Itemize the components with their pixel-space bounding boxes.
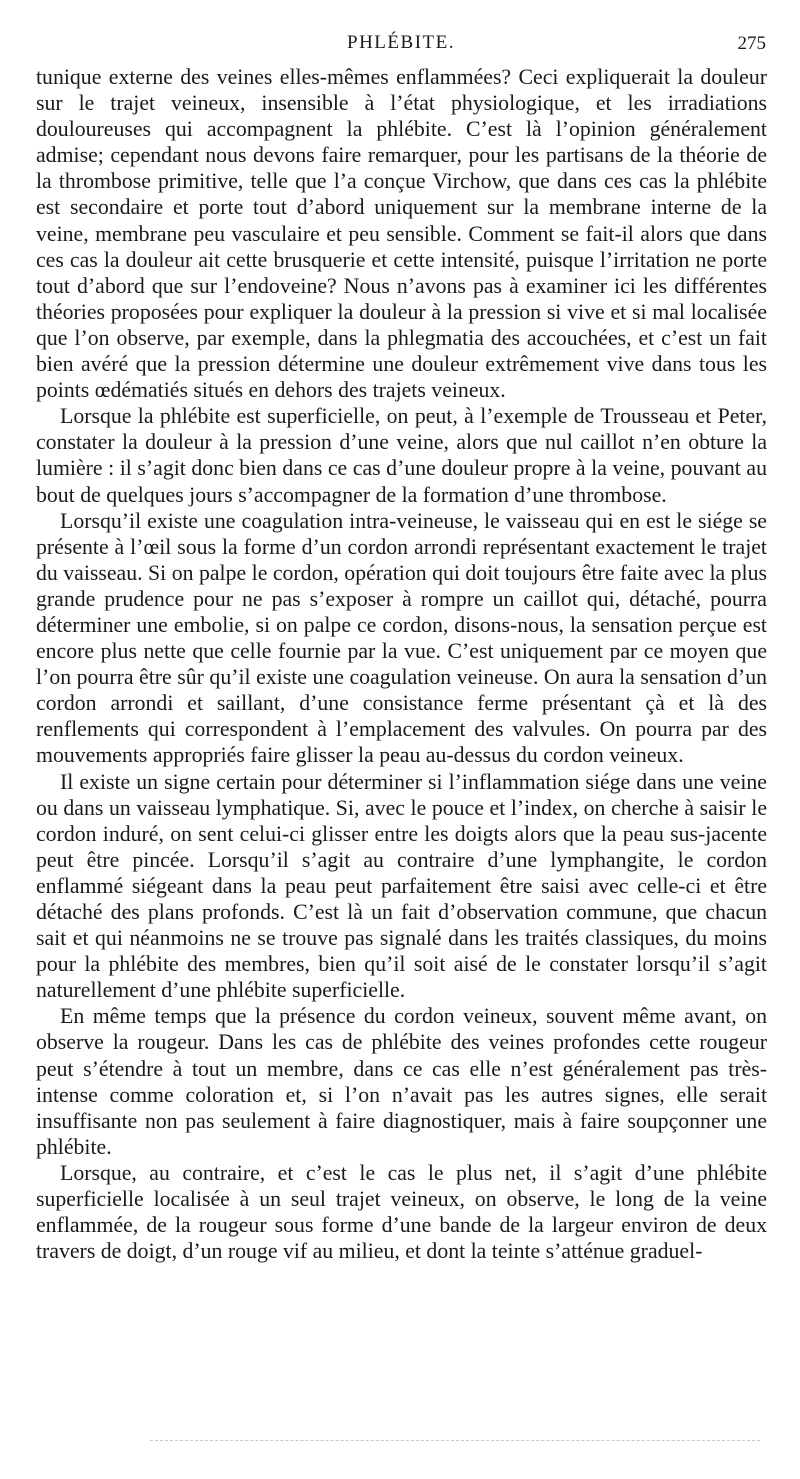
paragraph: En même temps que la présence du cordon veineux, souvent même avant, on observe la rougeur. Dans les cas de phlébite des veines profondes cette rougeur peut s’étendre à tout un membre, dans ce cas elle n’est généralement pas très-intense comme coloration et, si l’on n’avait pas les autres signes, elle serait insuffisante non pas seulement à faire diagnostiquer, mais à faire soupçonner une phlébite. (36, 1004, 767, 1159)
body-text (36, 64, 767, 1264)
paragraph: Lorsqu’il existe une coagulation intra-veineuse, le vaisseau qui en est le siége se présente à l’œil sous la forme d’un cordon arrondi représentant exactement le trajet du vaisseau. Si on palpe le cordon, opération qui doit toujours être faite avec la plus grande prudence pour ne pas s’exposer à rompre un caillot qui, détaché, pourra déterminer une embolie, si on palpe ce cordon, disons-nous, la sensation perçue est encore plus nette que celle fournie par la vue. C’est uniquement par ce moyen que l’on pourra être sûr qu’il existe une coagulation veineuse. On aura la sensation d’un cordon arrondi et saillant, d’une consistance ferme présentant çà et là des renflements qui correspondent à l’emplacement des valvules. On pourra par des mouvements appropriés faire glisser la peau au-dessus du cordon veineux. (36, 508, 767, 768)
running-head (36, 30, 766, 60)
page-number: 275 (737, 33, 766, 54)
paragraph: Lorsque la phlébite est superficielle, on peut, à l’exemple de Trousseau et Peter, constater la douleur à la pression d’une veine, alors que nul caillot n’en obture la lumière : il s’agit donc bien dans ce cas d’une douleur propre à la veine, pouvant au bout de quelques jours s’accompagner de la formation d’une thrombose. (36, 404, 767, 507)
bottom-show-through-line (150, 1440, 760, 1441)
paragraph-continued: tunique externe des veines elles-mêmes enflammées? Ceci expliquerait la douleur sur le trajet veineux, insensible à l’état physiologique, et les irradiations douloureuses qui accompagnent la phlébite. C’est là l’opinion généralement admise; cependant nous devons faire remarquer, pour les partisans de la théorie de la thrombose primitive, telle que l’a conçue Virchow, que dans ces cas la phlébite est secondaire et porte tout d’abord uniquement sur la membrane interne de la veine, membrane peu vasculaire et peu sensible. Comment se fait-il alors que dans ces cas la douleur ait cette brusquerie et cette intensité, puisque l’irritation ne porte tout d’abord que sur l’endoveine? Nous n’avons pas à examiner ici les différentes théories proposées pour expliquer la douleur à la pression si vive et si mal localisée que l’on observe, par exemple, dans la phlegmatia des accouchées, et c’est un fait bien avéré que la pression détermine une douleur extrêmement vive dans tous les points œdématiés situés en dehors des trajets veineux. (36, 65, 767, 403)
paragraph: Il existe un signe certain pour déterminer si l’inflammation siége dans une veine ou dans un vaisseau lymphatique. Si, avec le pouce et l’index, on cherche à saisir le cordon induré, on sent celui-ci glisser entre les doigts alors que la peau sus-jacente peut être pincée. Lorsqu’il s’agit au contraire d’une lymphangite, le cordon enflammé siégeant dans la peau peut parfaitement être saisi avec celle-ci et être détaché des plans profonds. C’est là un fait d’observation commune, que chacun sait et qui néanmoins ne se trouve pas signalé dans les traités classiques, du moins pour la phlébite des membres, bien qu’il soit aisé de le constater lorsqu’il s’agit naturellement d’une phlébite superficielle. (36, 769, 767, 1003)
running-title: PHLÉBITE. (347, 32, 455, 53)
paragraph: Lorsque, au contraire, et c’est le cas le plus net, il s’agit d’une phlébite superficielle localisée à un seul trajet veineux, on observe, le long de la veine enflammée, de la rougeur sous forme d’une bande de la largeur environ de deux travers de doigt, d’un rouge vif au milieu, et dont la teinte s’atténue graduel- (36, 1160, 767, 1264)
